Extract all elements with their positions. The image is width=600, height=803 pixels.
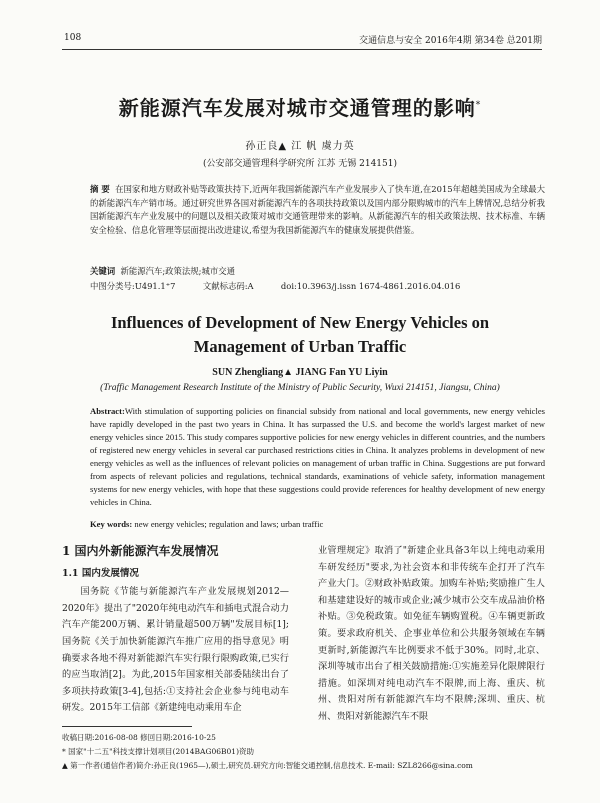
footnote-fund: * 国家"十二五"科技支撑计划项目(2014BAG06B01)资助	[62, 747, 254, 756]
clc-number: 中图分类号:U491.1⁺7	[90, 281, 176, 291]
page-number: 108	[64, 33, 82, 43]
abstract-en-label: Abstract:	[90, 406, 125, 416]
body-paragraph-left: 国务院《节能与新能源汽车产业发展规划2012—2020年》提出了"2020年纯电动汽车和插电式混合动力汽车产能200万辆、累计销量超500万辆"发展目标[1];国务院《关于加快新能源汽车推广应用的指导意见》明确要求各地不得对新能源汽车实行限行限购政策,已实行的应当取消[2]。为此,2015年国家相关部委陆续出台了多项扶持政策[3-4],包括:①支持社会企业参与纯电动车研发。2015年工信部《新建纯电动乘用车企	[62, 586, 289, 714]
right-column	[318, 543, 545, 726]
keywords-en	[90, 518, 545, 532]
keywords-en-label: Key words:	[90, 519, 133, 529]
footnote-dates: 收稿日期:2016-08-08 修回日期:2016-10-25	[62, 733, 216, 742]
document-code: 文献标志码:A	[202, 281, 254, 291]
body-paragraph-right: 业管理规定》取消了"新建企业具备3年以上纯电动乘用车研发经历"要求,为社会资本和非传统车企打开了汽车产业大门。②财政补贴政策。加购车补贴;奖励推广生人和基建建设好的城市或企业;减少城市公交车成品油价格补贴。③免税政策。如免征车辆购置税。④车辆更新政策。要求政府机关、企事业单位和公共服务领域在车辆更新时,新能源汽车比例要求不低于30%。同时,北京、深圳等城市出台了相关鼓励措施:①实施差异化限牌限行措施。如深圳对纯电动汽车不限牌,而上海、重庆、杭州、贵阳对所有新能源汽车均不限牌;深圳、重庆、杭州、贵阳对新能源汽车不限	[318, 545, 545, 722]
authors-cn: 孙正良▲ 江 帆 虞力英	[245, 141, 355, 152]
footnote-rule	[62, 726, 192, 727]
header-rule	[62, 49, 542, 50]
left-column	[62, 543, 289, 717]
abstract-cn-text: 在国家和地方财政补贴等政策扶持下,近两年我国新能源汽车产业发展步入了快车道,在2015年超越美国成为全球最大的新能源汽车产销市场。通过研究世界各国对新能源汽车的各项扶持政策以及国内部分限购城市的汽车上牌情况,总结分析我国新能源汽车产业发展中的问题以及相关政策对城市交通管理带来的影响。从新能源汽车的相关政策法规、技术标准、车辆安全检验、信息化管理等层面提出改进建议,希望为我国新能源汽车的健康发展提供借鉴。	[90, 184, 545, 235]
doi: doi:10.3963/j.issn 1674-4861.2016.04.016	[280, 281, 461, 291]
title-cn-text: 新能源汽车发展对城市交通管理的影响	[118, 96, 476, 120]
subsection-heading: 1.1 国内发展情况	[62, 567, 139, 579]
keywords-cn	[90, 265, 545, 279]
abstract-en	[90, 405, 545, 509]
abstract-cn-label: 摘 要	[90, 184, 110, 194]
footnote-author: ▲ 第一作者(通信作者)简介:孙正良(1965—),硕士,研究员.研究方向:智能交通控制,信息技术. E-mail: SZL8266@sina.com	[62, 761, 473, 770]
section-heading: 1 国内外新能源汽车发展情况	[62, 544, 219, 558]
affiliation-en: (Traffic Management Research Institute of the Ministry of Public Security, Wuxi 214151, Jiangsu, China)	[100, 383, 500, 393]
abstract-en-text: With stimulation of supporting policies on financial subsidy from national and local governments, new energy vehicles have rapidly developed in the past two years in China. It has surpassed the U.S. and become the world's largest market of new energy vehicles since 2015. This study compares supportive policies for new energy vehicles in different countries, and the numbers of registered new energy vehicles in several car purchased restrictions cities in China. It analyzes problems in development of new energy vehicles as well as the influences of relevant policies on management of urban traffic in China. Suggestions are put forward from aspects of relevant policies and regulations, technical standards, examinations of vehicle safety, information management systems for new energy vehicles, with hope that these suggestions could provide references for healthy development of new energy vehicles in China.	[90, 406, 545, 507]
keywords-en-text: new energy vehicles; regulation and laws; urban traffic	[134, 519, 324, 529]
title-en	[0, 311, 600, 359]
title-en-text: Influences of Development of New Energy Vehicles on Management of Urban Traffic	[110, 313, 490, 356]
affiliation-cn: (公安部交通管理科学研究所 江苏 无锡 214151)	[203, 159, 397, 169]
abstract-cn	[90, 183, 545, 237]
title-fund-mark: *	[475, 100, 482, 111]
running-header: 交通信息与安全 2016年4期 第34卷 总201期	[359, 36, 542, 46]
classification-line	[90, 280, 460, 292]
title-cn	[0, 92, 600, 121]
keywords-cn-label: 关键词	[90, 266, 116, 276]
authors-en: SUN Zhengliang▲ JIANG Fan YU Liyin	[212, 367, 388, 378]
keywords-cn-text: 新能源汽车;政策法规;城市交通	[120, 266, 235, 276]
